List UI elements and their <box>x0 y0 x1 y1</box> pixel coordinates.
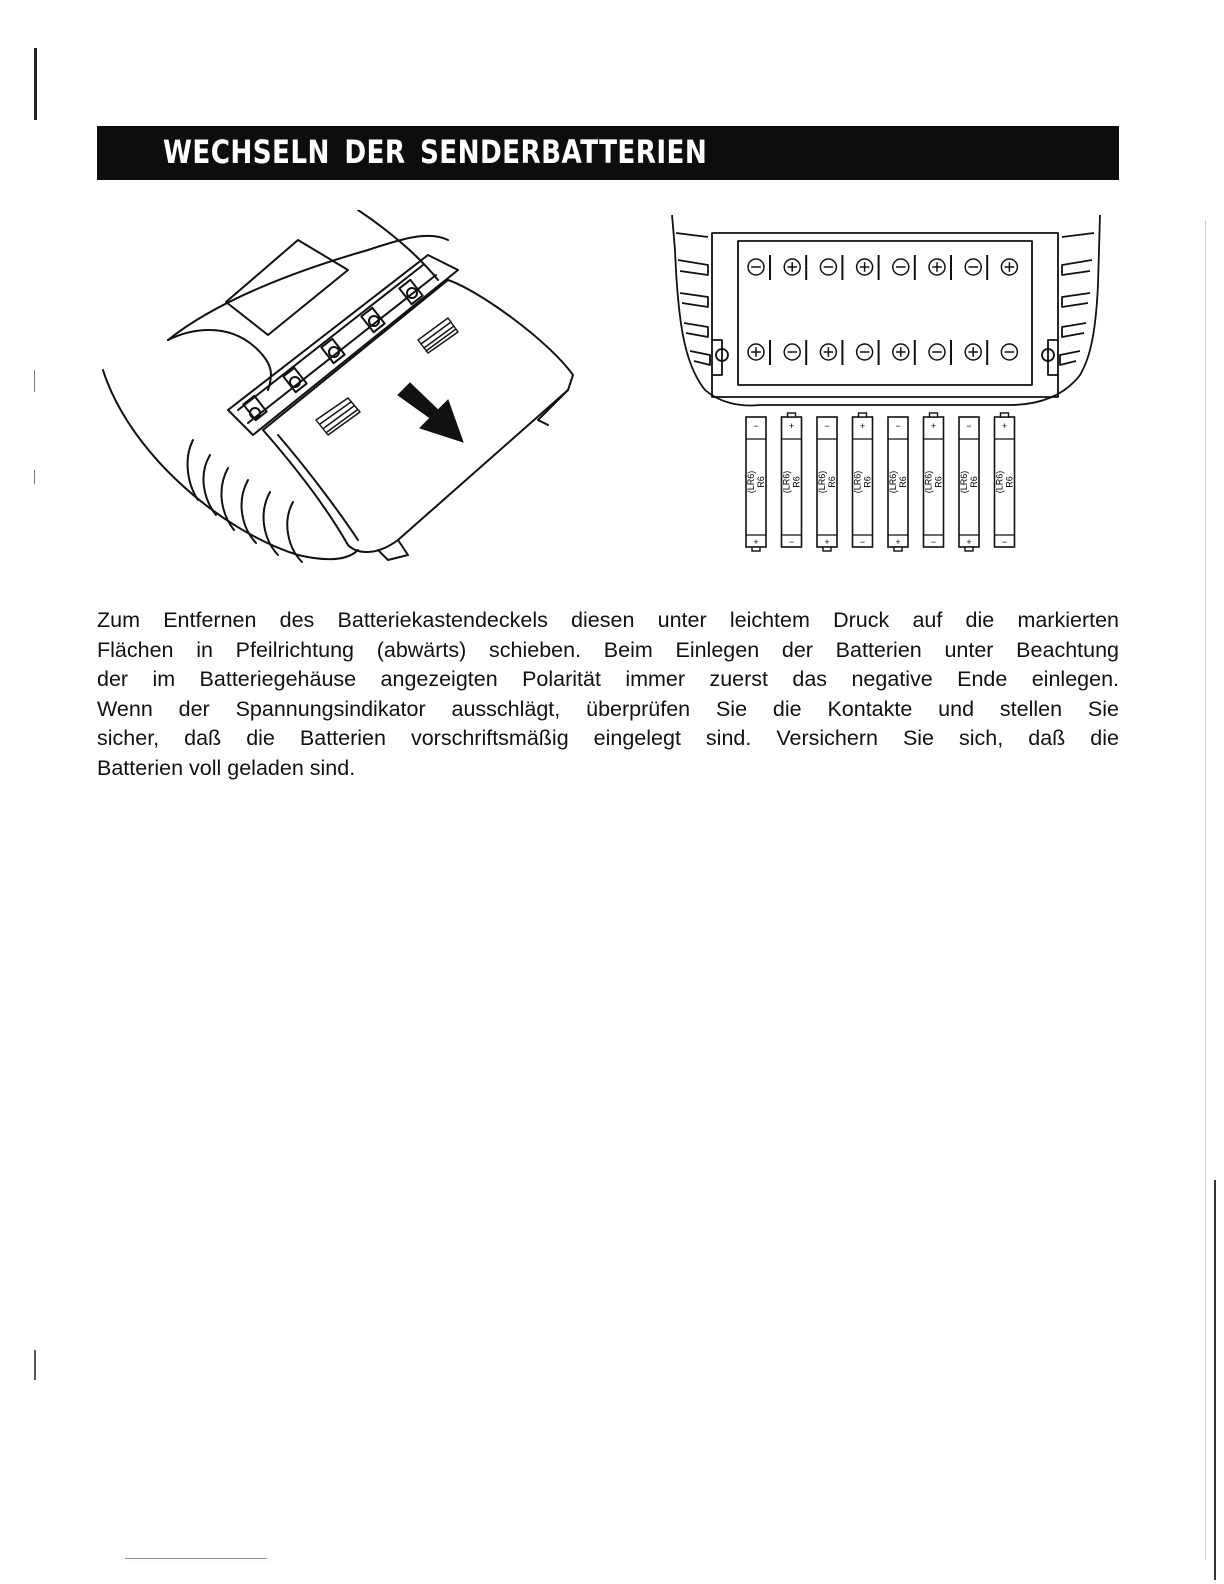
battery-pole-top: − <box>753 421 759 431</box>
battery-pole-bottom: + <box>824 537 830 547</box>
section-title: WECHSELN DER SENDERBATTERIEN <box>163 133 708 171</box>
battery-type-label: (LR6)R6 <box>959 470 979 494</box>
scan-margin-mark <box>1205 220 1206 1560</box>
battery-icon <box>995 413 1015 547</box>
battery-pole-top: − <box>966 421 972 431</box>
battery-pole-bottom: − <box>930 537 937 547</box>
plus-terminal-icon <box>1001 259 1017 275</box>
battery-icon <box>746 417 766 551</box>
battery-icon <box>853 413 873 547</box>
minus-terminal-icon <box>893 255 915 280</box>
plus-terminal-icon <box>929 255 951 280</box>
transmitter-battery-cover-illustration <box>98 210 588 580</box>
battery-pole-bottom: + <box>895 537 901 547</box>
battery-pole-bottom: − <box>859 537 866 547</box>
scan-margin-mark <box>34 1350 36 1380</box>
instruction-line: Flächen in Pfeilrichtung (abwärts) schieben. Beim Einlegen der Batterien unter Beachtung <box>97 637 1119 662</box>
scan-margin-mark <box>34 470 35 484</box>
battery-pole-bottom: − <box>1001 537 1008 547</box>
battery-pole-bottom: − <box>788 537 795 547</box>
battery-pole-top: − <box>824 421 830 431</box>
battery-pole-top: + <box>1001 421 1008 431</box>
minus-terminal-icon <box>929 340 951 365</box>
plus-terminal-icon <box>965 340 987 365</box>
battery-icon <box>924 413 944 547</box>
battery-pole-top: + <box>788 421 795 431</box>
minus-terminal-icon <box>820 255 842 280</box>
battery-type-label: (LR6)R6 <box>994 470 1015 494</box>
battery-pole-bottom: + <box>966 537 972 547</box>
battery-icon <box>888 417 908 551</box>
scan-margin-mark <box>34 48 37 120</box>
section-header-bar <box>97 126 1119 180</box>
plus-terminal-icon <box>820 340 842 365</box>
battery-icon <box>959 417 979 551</box>
minus-terminal-icon <box>857 340 879 365</box>
battery-type-label: (LR6)R6 <box>888 470 908 494</box>
instruction-line: Zum Entfernen des Batteriekastendeckels diesen unter leichtem Druck auf die markierten <box>97 608 1119 632</box>
instruction-line: sicher, daß die Batterien vorschriftsmäßig eingelegt sind. Versichern Sie sich, daß die <box>97 726 1119 750</box>
plus-terminal-icon <box>784 255 806 280</box>
instruction-text <box>97 606 1119 783</box>
compartment-polarity-cells <box>748 255 1017 365</box>
footer-rule <box>125 1558 267 1559</box>
battery-pole-top: − <box>895 421 901 431</box>
battery-type-label: (LR6)R6 <box>923 470 944 494</box>
minus-terminal-icon <box>784 340 806 365</box>
minus-terminal-icon <box>748 255 770 280</box>
battery-type-label: (LR6)R6 <box>781 470 802 494</box>
battery-pole-top: + <box>930 421 937 431</box>
instruction-line: Batterien voll geladen sind. <box>97 755 356 780</box>
battery-type-label: (LR6)R6 <box>852 470 873 494</box>
battery-icon <box>817 417 837 551</box>
battery-icon <box>782 413 802 547</box>
battery-pole-top: + <box>859 421 866 431</box>
plus-terminal-icon <box>893 340 915 365</box>
instruction-line: Wenn der Spannungsindikator ausschlägt, überprüfen Sie die Kontakte und stellen Sie <box>97 696 1119 721</box>
battery-pole-bottom: + <box>753 537 759 547</box>
battery-orientation-row <box>746 413 1015 551</box>
slide-direction-arrow-icon <box>398 383 463 442</box>
minus-terminal-icon <box>1001 344 1017 360</box>
instruction-line: der im Batteriegehäuse angezeigten Polarität immer zuerst das negative Ende einlegen. <box>97 667 1119 691</box>
scan-margin-mark <box>34 370 35 392</box>
scan-margin-mark <box>1214 1180 1216 1580</box>
plus-terminal-icon <box>857 255 879 280</box>
battery-type-label: (LR6)R6 <box>817 470 837 494</box>
minus-terminal-icon <box>965 255 987 280</box>
battery-type-label: (LR6)R6 <box>746 470 766 494</box>
battery-compartment-diagram <box>660 205 1110 565</box>
plus-terminal-icon <box>748 340 770 365</box>
